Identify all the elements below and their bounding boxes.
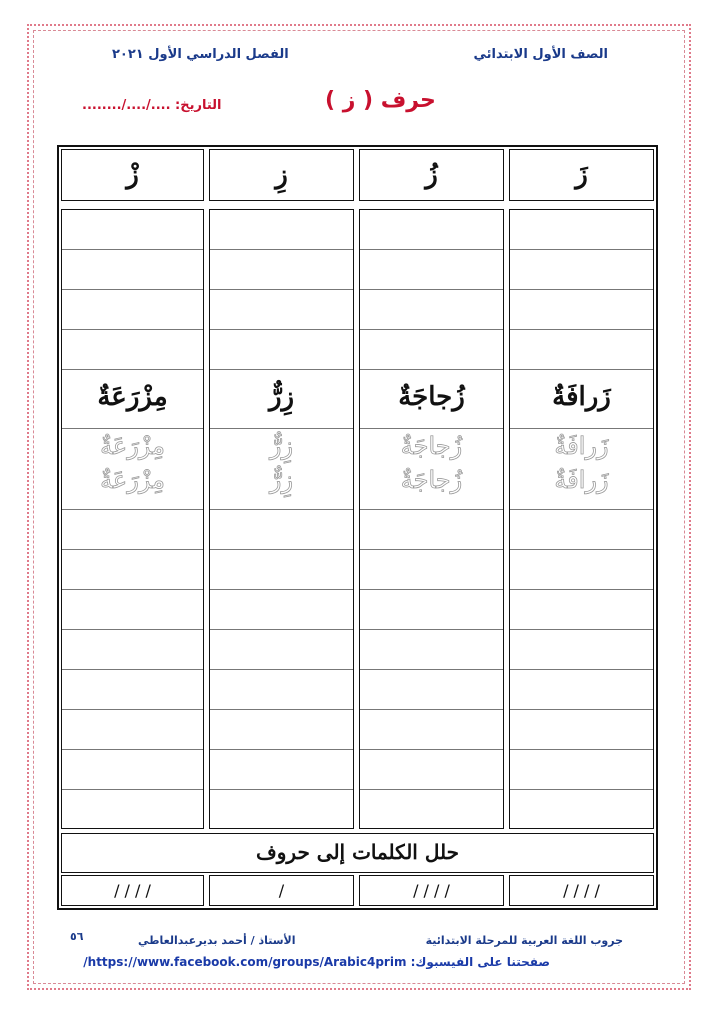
- trace-word-1b: زَرافَةٌ: [554, 466, 609, 494]
- date-label: التاريخ: ..../..../........: [82, 98, 222, 113]
- letter-damma: زُ: [425, 160, 438, 190]
- footer-teacher: الأستاذ / أحمد بديرعبدالعاطي: [138, 934, 296, 947]
- analyze-title: حلل الكلمات إلى حروف: [256, 840, 459, 864]
- grade-label: الصف الأول الابتدائي: [473, 47, 608, 62]
- slash-cell-1: [509, 875, 654, 906]
- trace-word-4b: مِزْرَعَةٌ: [100, 466, 165, 494]
- word-button: زِرٌّ: [268, 382, 295, 412]
- trace-word-2a: زُجاجَةٌ: [400, 432, 463, 460]
- term-label: الفصل الدراسي الأول ٢٠٢١: [112, 47, 289, 62]
- letter-cell-4: [61, 149, 204, 201]
- slash-cell-2: [359, 875, 504, 906]
- trace-word-1a: زَرافَةٌ: [554, 432, 609, 460]
- word-bottle: زُجاجَةٌ: [398, 382, 465, 412]
- worksheet-grid: [57, 145, 658, 910]
- page-number: ٥٦: [70, 930, 84, 943]
- letter-fatha: زَ: [575, 160, 588, 190]
- letter-cell-1: [509, 149, 654, 201]
- slash-marks-1: / / / /: [563, 881, 600, 900]
- slash-cell-3: [209, 875, 354, 906]
- slash-marks-4: / / / /: [114, 881, 151, 900]
- letter-kasra: زِ: [275, 160, 288, 190]
- word-farm: مِزْرَعَةٌ: [97, 382, 168, 412]
- letter-cell-3: [209, 149, 354, 201]
- slash-marks-3: /: [278, 881, 285, 900]
- trace-word-2b: زُجاجَةٌ: [400, 466, 463, 494]
- word-giraffe: زَرافَةٌ: [552, 382, 611, 412]
- writing-column-1: [509, 209, 654, 829]
- footer-series: جروب اللغة العربية للمرحلة الابتدائية: [425, 934, 623, 947]
- writing-column-4: [61, 209, 204, 829]
- slash-marks-2: / / / /: [413, 881, 450, 900]
- slash-cell-4: [61, 875, 204, 906]
- trace-word-4a: مِزْرَعَةٌ: [100, 432, 165, 460]
- facebook-link[interactable]: صفحتنا على الفيسبوك: https://www.facebook.com/groups/Arabic4prim/: [83, 955, 550, 969]
- page-title: حرف ( ز ): [325, 88, 436, 113]
- letter-cell-2: [359, 149, 504, 201]
- trace-word-3b: زِرٌّ: [269, 466, 294, 494]
- analyze-row: [61, 833, 654, 873]
- letter-sukun: زْ: [126, 160, 139, 190]
- trace-word-3a: زِرٌّ: [269, 432, 294, 460]
- writing-column-3: [209, 209, 354, 829]
- writing-column-2: [359, 209, 504, 829]
